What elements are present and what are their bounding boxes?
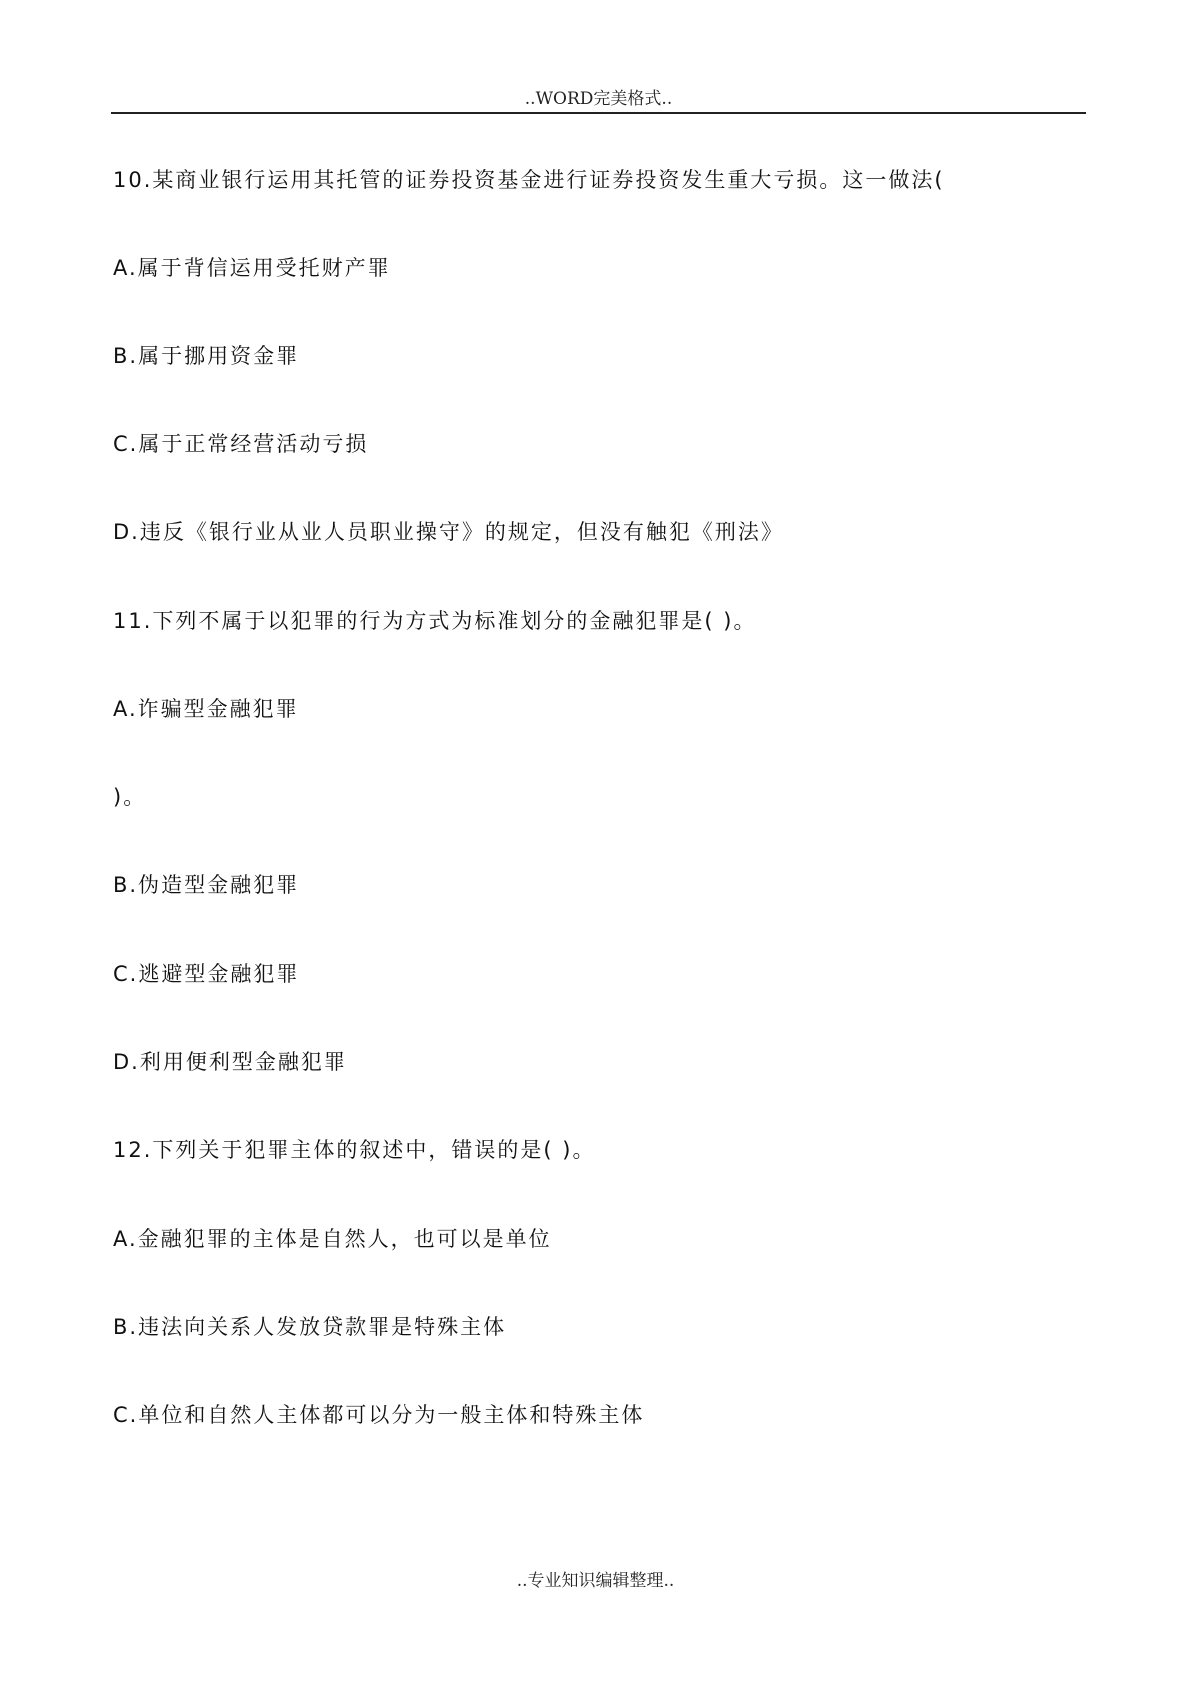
question-11-option-c: C.逃避型金融犯罪 <box>113 962 300 986</box>
question-12-option-b: B.违法向关系人发放贷款罪是特殊主体 <box>113 1315 507 1339</box>
question-12-option-a: A.金融犯罪的主体是自然人，也可以是单位 <box>113 1227 552 1251</box>
question-10-option-c: C.属于正常经营活动亏损 <box>113 432 369 456</box>
question-11-option-b: B.伪造型金融犯罪 <box>113 873 300 897</box>
question-10-continuation: )。 <box>113 785 147 809</box>
question-12-option-c: C.单位和自然人主体都可以分为一般主体和特殊主体 <box>113 1403 645 1427</box>
question-11-option-a: A.诈骗型金融犯罪 <box>113 697 299 721</box>
question-10-option-a: A.属于背信运用受托财产罪 <box>113 256 391 280</box>
page-header: ..WORD完美格式.. <box>111 86 1086 114</box>
question-10-option-b: B.属于挪用资金罪 <box>113 344 300 368</box>
question-11: 11.下列不属于以犯罪的行为方式为标准划分的金融犯罪是( )。 <box>113 609 757 633</box>
question-10-option-d: D.违反《银行业从业人员职业操守》的规定，但没有触犯《刑法》 <box>113 520 784 544</box>
question-12: 12.下列关于犯罪主体的叙述中，错误的是( )。 <box>113 1138 596 1162</box>
question-11-option-d: D.利用便利型金融犯罪 <box>113 1050 347 1074</box>
question-10: 10.某商业银行运用其托管的证券投资基金进行证券投资发生重大亏损。这一做法( <box>113 168 945 192</box>
page-footer: ..专业知识编辑整理.. <box>516 1571 675 1591</box>
